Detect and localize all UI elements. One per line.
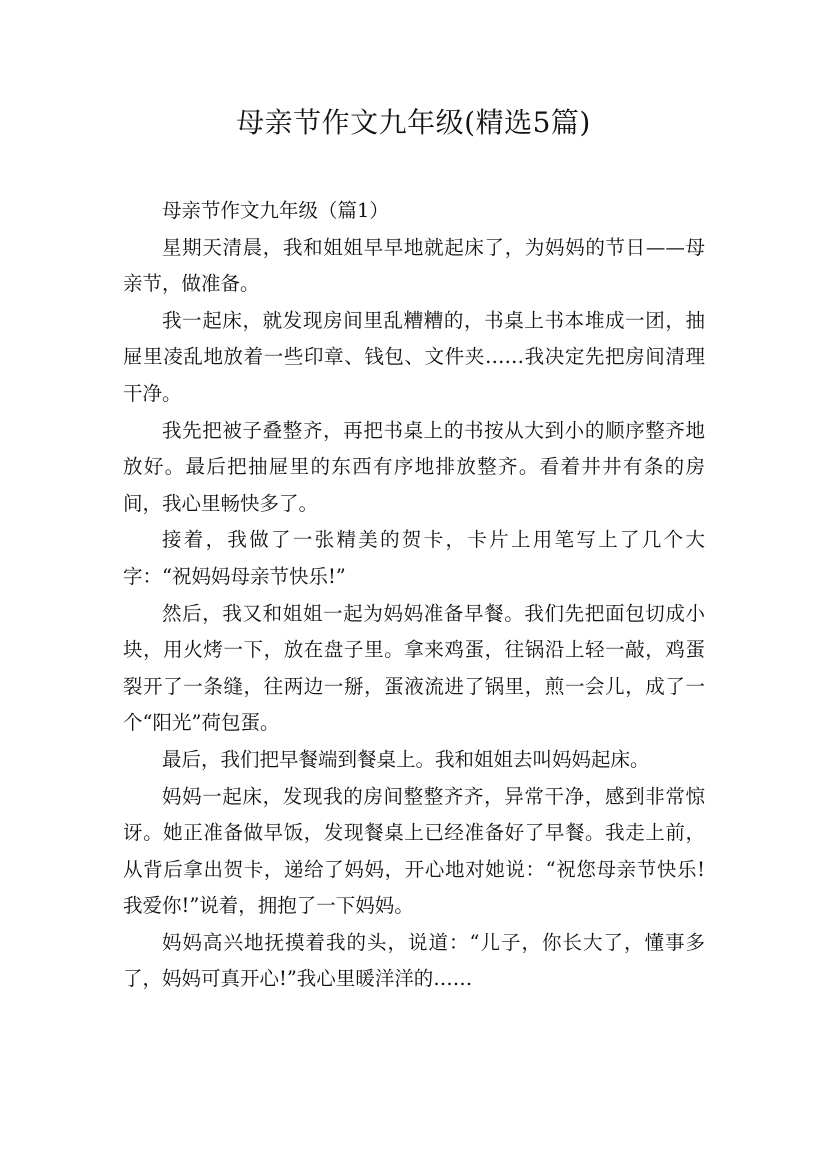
document-body	[123, 193, 705, 998]
paragraph: 妈妈一起床，发现我的房间整整齐齐，异常干净，感到非常惊讶。她正准备做早饭，发现餐桌上已经准备好了早餐。我走上前，从背后拿出贺卡，递给了妈妈，开心地对她说：“祝您母亲节快乐!我爱你!”说着，拥抱了一下妈妈。	[123, 784, 705, 918]
paragraph: 然后，我又和姐姐一起为妈妈准备早餐。我们先把面包切成小块，用火烤一下，放在盘子里。拿来鸡蛋，往锅沿上轻一敲，鸡蛋裂开了一条缝，往两边一掰，蛋液流进了锅里，煎一会儿，成了一个“阳光”荷包蛋。	[123, 601, 705, 735]
paragraph: 我一起床，就发现房间里乱糟糟的，书桌上书本堆成一团，抽屉里凌乱地放着一些印章、钱包、文件夹……我决定先把房间清理干净。	[123, 308, 705, 405]
paragraph: 最后，我们把早餐端到餐桌上。我和姐姐去叫妈妈起床。	[162, 747, 650, 771]
document-title: 母亲节作文九年级(精选5篇)	[236, 106, 591, 139]
paragraph: 接着，我做了一张精美的贺卡，卡片上用笔写上了几个大字：“祝妈妈母亲节快乐!”	[123, 528, 705, 588]
paragraph: 星期天清晨，我和姐姐早早地就起床了，为妈妈的节日——母亲节，做准备。	[123, 235, 705, 296]
section-heading: 母亲节作文九年级（篇1）	[162, 199, 389, 222]
paragraph: 我先把被子叠整齐，再把书桌上的书按从大到小的顺序整齐地放好。最后把抽屉里的东西有序地排放整齐。看着井井有条的房间，我心里畅快多了。	[123, 418, 705, 515]
paragraph: 妈妈高兴地抚摸着我的头，说道：“儿子，你长大了，懂事多了，妈妈可真开心!”我心里暖洋洋的……	[123, 930, 705, 991]
